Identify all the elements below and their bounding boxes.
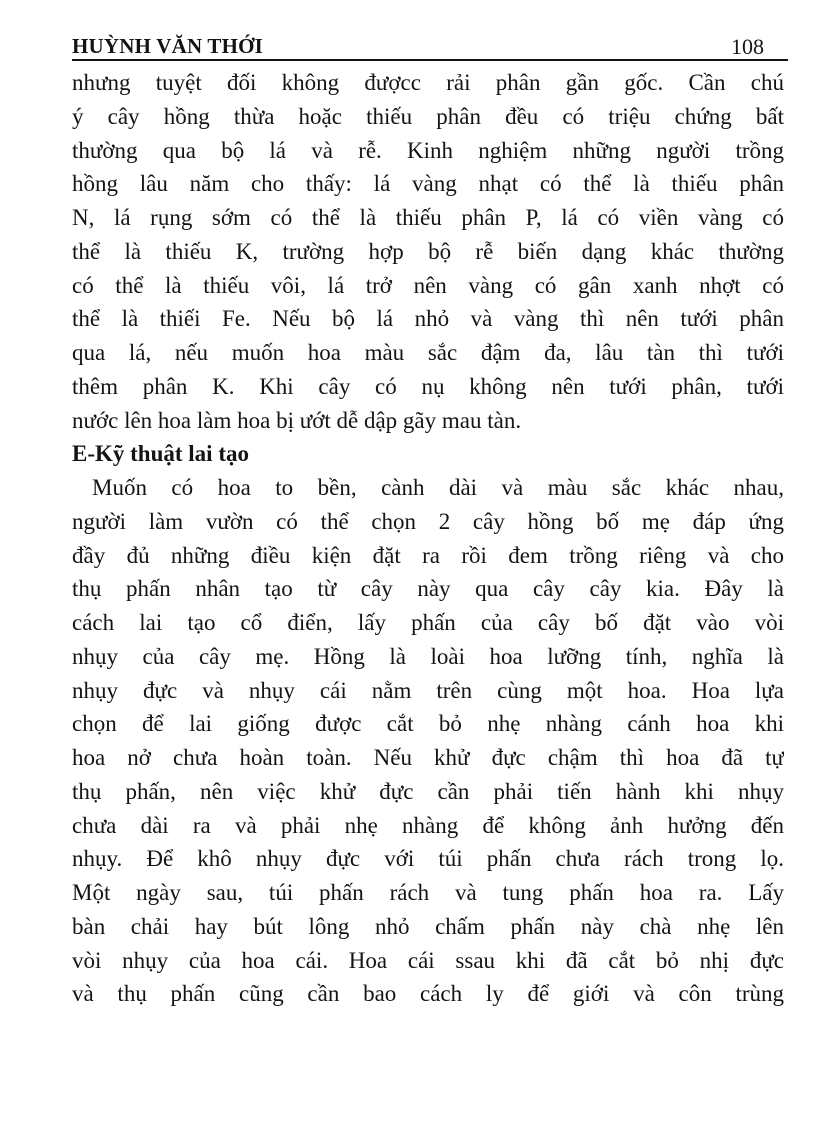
text-line: qua lá, nếu muốn hoa màu sắc đậm đa, lâu tàn thì tưới [72,340,784,365]
text-line: nhụy. Để khô nhụy đực với túi phấn chưa rách trong lọ. [72,846,784,872]
header-rule [72,59,788,61]
text-line: thụ phấn nhân tạo từ cây này qua cây cây kia. Đây là [72,576,784,602]
text-line: và thụ phấn cũng cần bao cách ly để giới và côn trùng [72,981,784,1007]
header-author: HUỲNH VĂN THỚI [72,34,264,58]
text-line: chọn để lai giống được cắt bỏ nhẹ nhàng cánh hoa khi [72,711,784,737]
text-line: Một ngày sau, túi phấn rách và tung phấn hoa ra. Lấy [72,880,784,905]
text-line: ý cây hồng thừa hoặc thiếu phân đều có triệu chứng bất [72,103,784,129]
text-line: vòi nhụy của hoa cái. Hoa cái ssau khi đã cắt bỏ nhị đực [72,947,784,973]
page-number: 108 [731,34,764,59]
text-line: thụ phấn, nên việc khử đực cần phải tiến hành khi nhụy [72,778,784,804]
text-line: thể là thiếi Fe. Nếu bộ lá nhỏ và vàng thì nên tưới phân [72,306,784,332]
text-line: N, lá rụng sớm có thể là thiếu phân P, lá có viền vàng có [72,205,784,230]
section-heading: E-Kỹ thuật lai tạo [72,441,249,467]
text-line: nhụy đực và nhụy cái nằm trên cùng một hoa. Hoa lựa [72,677,784,703]
book-page [72,34,788,1011]
text-line: đầy đủ những điều kiện đặt ra rồi đem trồng riêng và cho [72,542,784,568]
text-line: nhụy của cây mẹ. Hồng là loài hoa lưỡng tính, nghĩa là [72,643,784,669]
text-line: có thể là thiếu vôi, lá trở nên vàng có gân xanh nhợt có [72,272,784,298]
text-line: hoa nở chưa hoàn toàn. Nếu khử đực chậm thì hoa đã tự [72,745,784,770]
paragraph-1 [72,66,788,437]
text-line: nhưng tuyệt đối không đượcc rải phân gần gốc. Cần chú [72,70,784,95]
body-text [72,66,788,1011]
text-line: Muốn có hoa to bền, cành dài và màu sắc khác nhau, [92,475,784,500]
text-line: hồng lâu năm cho thấy: lá vàng nhạt có thể là thiếu phân [72,171,784,197]
text-line: nước lên hoa làm hoa bị ướt dễ dập gãy mau tàn. [72,407,522,433]
paragraph-2 [72,471,788,1011]
text-line: chưa dài ra và phải nhẹ nhàng để không ảnh hưởng đến [72,812,784,838]
text-line: cách lai tạo cổ điển, lấy phấn của cây bố đặt vào vòi [72,610,784,635]
text-line: thường qua bộ lá và rễ. Kinh nghiệm những người trồng [72,137,784,163]
page-header [72,34,788,64]
text-line: thể là thiếu K, trường hợp bộ rễ biến dạng khác thường [72,238,784,264]
text-line: người làm vườn có thể chọn 2 cây hồng bố mẹ đáp ứng [72,508,784,534]
text-line: bàn chải hay bút lông nhỏ chấm phấn này chà nhẹ lên [72,913,784,939]
text-line: thêm phân K. Khi cây có nụ không nên tưới phân, tưới [72,373,784,399]
